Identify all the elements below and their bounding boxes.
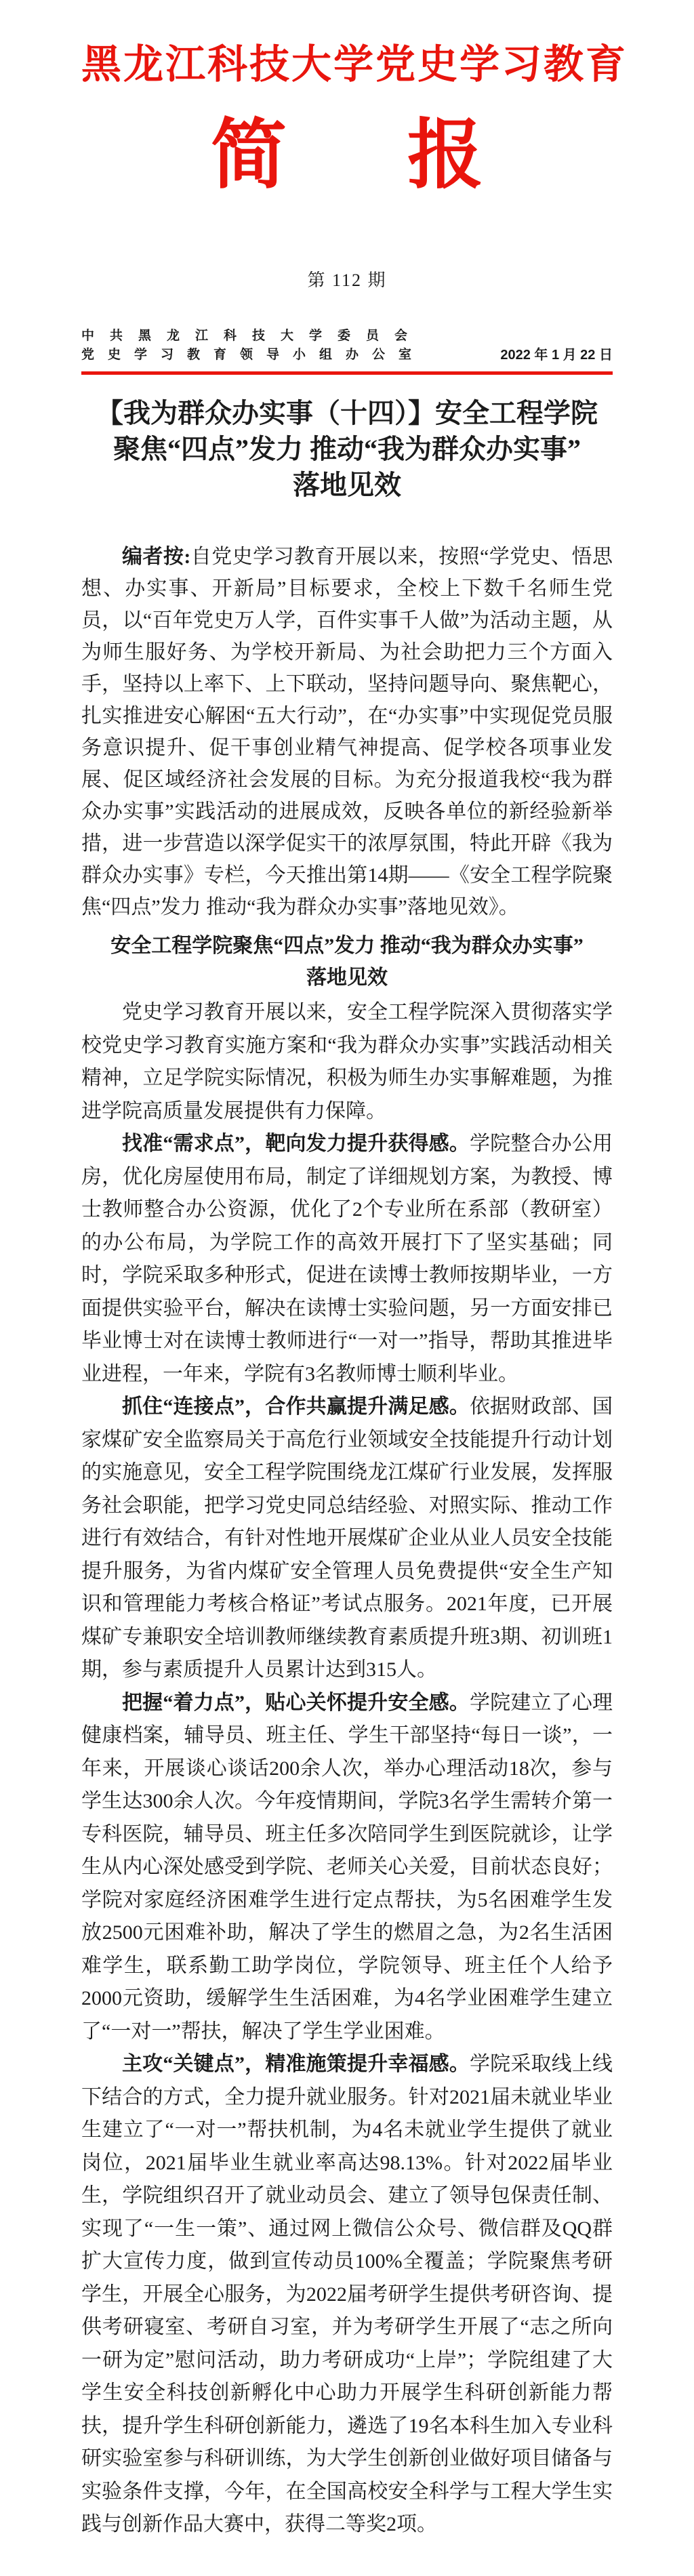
paragraph-text: 学院建立了心理健康档案，辅导员、班主任、学生干部坚持“每日一谈”，一年来，开展谈心谈话200余人次，举办心理活动18次，参与学生达300余人次。今年疫情期间，学院3名学生需转介第一专科医院，辅导员、班主任多次陪同学生到医院就诊，让学生从内心深处感受到学院、老师关心关爱，目前状态良好；学院对家庭经济困难学生进行定点帮扶，为5名困难学生发放2500元困难补助，解决了学生的燃眉之急，为2名生活困难学生，联系勤工助学岗位，学院领导、班主任个人给予2000元资助，缓解学生生活困难，为4名学业困难学生建立了“一对一”帮扶，解决了学生学业困难。 (81, 1691, 613, 2043)
editor-note-label: 编者按: (122, 546, 191, 568)
paragraph-lead: 把握“着力点”，贴心关怀提升安全感。 (122, 1691, 470, 1714)
paragraph-lead: 抓住“连接点”，合作共赢提升满足感。 (122, 1395, 470, 1418)
headline-line-3: 落地见效 (293, 470, 401, 500)
editor-note-text: 自党史学习教育开展以来，按照“学党史、悟思想、办实事、开新局”目标要求，全校上下数千名师生党员，以“百年党史万人学，百件实事千人做”为活动主题，从为师生服好务、为学校开新局、为社会助把力三个方面入手，坚持以上率下、上下联动，坚持问题导向、聚焦靶心，扎实推进安心解困“五大行动”，在“办实事”中实现促党员服务意识提升、促干事创业精气神提高、促学校各项事业发展、促区域经济社会发展的目标。为充分报道我校“我为群众办实事”实践活动的进展成效，反映各单位的新经验新举措，进一步营造以深学促实干的浓厚氛围，特此开辟《我为群众办实事》专栏，今天推出第14期——《安全工程学院聚焦“四点”发力 推动“我为群众办实事”落地见效》。 (81, 546, 613, 918)
paragraph (81, 996, 613, 1128)
issue-date: 2022 年 1 月 22 日 (500, 348, 613, 363)
masthead-org-title: 黑龙江科技大学党史学习教育 (81, 42, 628, 87)
paragraph (81, 1391, 613, 1687)
article-body (81, 996, 613, 2541)
headline-line-2: 聚焦“四点”发力 推动“我为群众办实事” (113, 434, 581, 464)
subtitle-line-2: 落地见效 (306, 966, 388, 989)
subtitle-line-1: 安全工程学院聚焦“四点”发力 推动“我为群众办实事” (110, 935, 584, 957)
headline-line-1: 【我为群众办实事（十四）】安全工程学院 (96, 398, 598, 428)
red-divider-rule (81, 371, 613, 375)
issuer-block (81, 327, 425, 365)
paragraph (81, 1687, 613, 2049)
paragraph (81, 1128, 613, 1391)
paragraph-text: 党史学习教育开展以来，安全工程学院深入贯彻落实学校党史学习教育实施方案和“我为群众办实事”实践活动相关精神，立足学院实际情况，积极为师生办实事解难题，为推进学院高质量发展提供有力保障。 (81, 1001, 613, 1122)
bulletin-title (81, 114, 613, 198)
issuer-row (81, 327, 613, 365)
masthead (81, 42, 628, 375)
section-subtitle (81, 930, 613, 994)
paragraph-text: 学院采取线上线下结合的方式，全力提升就业服务。针对2021届未就业毕业生建立了“一对一”帮扶机制，为4名未就业学生提供了就业岗位，2021届毕业生就业率高达98.13%。针对2022届毕业生，学院组织召开了就业动员会、建立了领导包保责任制、实现了“一生一策”、通过网上微信公众号、微信群及QQ群扩大宣传力度，做到宣传动员100%全覆盖；学院聚焦考研学生，开展全心服务，为2022届考研学生提供考研咨询、提供考研寝室、考研自习室，并为考研学生开展了“志之所向 一研为定”慰问活动，助力考研成功“上岸”；学院组建了大学生安全科技创新孵化中心助力开展学生科研创新能力帮扶，提升学生科研创新能力，遴选了19名本科生加入专业科研实验室参与科研训练，为大学生创新创业做好项目储备与实验条件支撑，今年，在全国高校安全科学与工程大学生实践与创新作品大赛中，获得二等奖2项。 (81, 2053, 613, 2535)
bulletin-char-jian: 简 (211, 114, 287, 198)
paragraph (81, 2048, 613, 2541)
issuer-line-1: 中共黑龙江科技大学委员会 (81, 329, 424, 343)
paragraph-text: 依据财政部、国家煤矿安全监察局关于高危行业领域安全技能提升行动计划的实施意见，安全工程学院围绕龙江煤矿行业发展，发挥服务社会职能，把学习党史同总结经验、对照实际、推动工作进行有效结合，有针对性地开展煤矿企业从业人员安全技能提升服务，为省内煤矿安全管理人员免费提供“安全生产知识和管理能力考核合格证”考试点服务。2021年度，已开展煤矿专兼职安全培训教师继续教育素质提升班3期、初训班1期，参与素质提升人员累计达到315人。 (81, 1395, 613, 1681)
issue-number: 第 112 期 (307, 270, 387, 290)
paragraph-text: 学院整合办公用房，优化房屋使用布局，制定了详细规划方案，为教授、博士教师整合办公资源，优化了2个专业所在系部（教研室）的办公布局，为学院工作的高效开展打下了坚实基础；同时，学院采取多种形式，促进在读博士教师按期毕业，一方面提供实验平台，解决在读博士实验问题，另一方面安排已毕业博士对在读博士教师进行“一对一”指导，帮助其推进毕业进程，一年来，学院有3名教师博士顺利毕业。 (81, 1132, 613, 1385)
issuer-line-2: 党史学习教育领导小组办公室 (81, 348, 426, 362)
article-headline (81, 395, 613, 503)
paragraph-lead: 找准“需求点”，靶向发力提升获得感。 (122, 1132, 470, 1155)
bulletin-char-bao: 报 (407, 114, 483, 198)
paragraph-lead: 主攻“关键点”，精准施策提升幸福感。 (122, 2053, 470, 2075)
editor-note (81, 541, 613, 923)
